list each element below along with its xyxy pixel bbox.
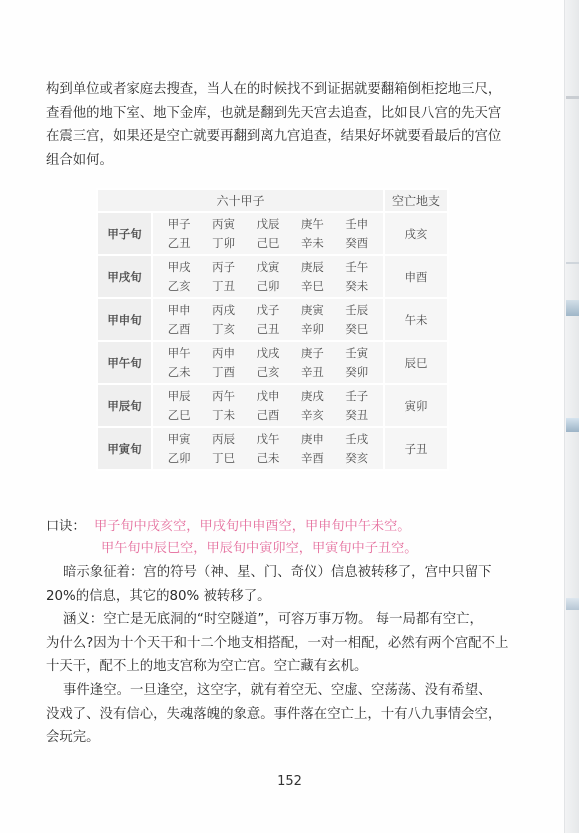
ganzhi-item: 己亥	[256, 364, 280, 379]
ganzhi-item: 癸丑	[345, 407, 369, 422]
ganzhi-item: 丁卯	[212, 235, 235, 250]
body-line: 事件逢空。一旦逢空，这空字，就有着空无、空虚、空荡荡、没有希望、	[46, 683, 492, 698]
ganzhi-cell	[153, 299, 383, 340]
kongwang-cell: 戌亥	[385, 213, 447, 254]
table-header-kongwang: 空亡地支	[385, 190, 447, 211]
ganzhi-item: 壬申	[345, 216, 369, 231]
ganzhi-item: 庚申	[300, 431, 324, 446]
ganzhi-line	[153, 301, 383, 320]
ganzhi-item: 辛未	[300, 235, 324, 250]
xun-cell: 甲辰旬	[98, 385, 151, 426]
ganzhi-item: 乙酉	[167, 321, 191, 336]
ganzhi-item: 癸卯	[345, 364, 369, 379]
xun-cell: 甲申旬	[98, 299, 151, 340]
ganzhi-line	[153, 406, 383, 425]
ganzhi-item: 癸巳	[345, 321, 369, 336]
ganzhi-item: 戊午	[256, 431, 280, 446]
ganzhi-cell	[153, 428, 383, 469]
ganzhi-item: 丙午	[212, 388, 235, 403]
ganzhi-item: 丁丑	[212, 278, 235, 293]
ganzhi-item: 庚戌	[300, 388, 324, 403]
body-line: 为什么?因为十个天干和十二个地支相搭配，一对一相配，必然有两个宫配不上	[46, 635, 509, 651]
ganzhi-item: 乙未	[167, 364, 191, 379]
body-line: 涵义：空亡是无底洞的“时空隧道”，可容万事万物。 每一局都有空亡，	[46, 612, 483, 628]
ganzhi-line	[153, 215, 383, 234]
ganzhi-item: 戊戌	[256, 345, 280, 360]
intro-line: 在震三宫，如果还是空亡就要再翻到离九宫追查，结果好坏就要看最后的宫位	[46, 129, 502, 145]
sixty-jiazi-table	[96, 188, 449, 471]
ganzhi-item: 辛丑	[300, 364, 324, 379]
ganzhi-item: 己巳	[256, 235, 280, 250]
xun-cell: 甲戌旬	[98, 256, 151, 297]
ganzhi-item: 庚寅	[300, 302, 324, 317]
table-row	[98, 428, 447, 469]
ganzhi-item: 丙申	[212, 345, 235, 360]
koujue-line: 甲午旬中辰巳空，甲辰旬中寅卯空，甲寅旬中子丑空。	[101, 541, 418, 556]
ganzhi-line	[153, 277, 383, 296]
ganzhi-item: 甲戌	[167, 259, 191, 274]
ganzhi-item: 庚午	[300, 216, 324, 231]
koujue-label: 口诀：	[46, 519, 86, 534]
ganzhi-item: 乙亥	[167, 278, 191, 293]
ganzhi-cell	[153, 385, 383, 426]
page-number: 152	[277, 774, 302, 789]
ganzhi-item: 甲辰	[167, 388, 191, 403]
page-edge-shadow	[564, 0, 579, 833]
ganzhi-item: 己丑	[256, 321, 280, 336]
ganzhi-item: 己卯	[256, 278, 280, 293]
kongwang-cell: 辰巳	[385, 342, 447, 383]
ganzhi-item: 丙子	[212, 259, 235, 274]
ganzhi-item: 辛卯	[300, 321, 324, 336]
ganzhi-cell	[153, 256, 383, 297]
xun-cell: 甲寅旬	[98, 428, 151, 469]
ganzhi-item: 壬辰	[345, 302, 369, 317]
ganzhi-item: 乙卯	[167, 450, 191, 465]
kongwang-cell: 子丑	[385, 428, 447, 469]
intro-line: 查看他的地下室、地下金库，也就是翻到先天宫去追查，比如艮八宫的先天宫	[46, 105, 502, 121]
ganzhi-item: 己酉	[256, 407, 280, 422]
ganzhi-item: 辛亥	[300, 407, 324, 422]
ganzhi-item: 壬午	[345, 259, 369, 274]
ganzhi-item: 庚辰	[300, 259, 324, 274]
koujue-line: 甲子旬中戌亥空，甲戌旬中申酉空，甲申旬中午未空。	[94, 519, 411, 534]
intro-line: 组合如何。	[46, 152, 113, 168]
table-row	[98, 213, 447, 254]
table-row	[98, 385, 447, 426]
ganzhi-item: 壬子	[345, 388, 369, 403]
ganzhi-line	[153, 430, 383, 449]
ganzhi-item: 丙戌	[212, 302, 235, 317]
ganzhi-item: 丁酉	[212, 364, 235, 379]
ganzhi-item: 甲申	[167, 302, 191, 317]
ganzhi-item: 癸酉	[345, 235, 369, 250]
ganzhi-item: 辛酉	[300, 450, 324, 465]
ganzhi-item: 丁亥	[212, 321, 235, 336]
ganzhi-item: 壬寅	[345, 345, 369, 360]
ganzhi-item: 庚子	[300, 345, 324, 360]
ganzhi-item: 乙巳	[167, 407, 191, 422]
ganzhi-line	[153, 320, 383, 339]
table-row	[98, 299, 447, 340]
ganzhi-item: 癸亥	[345, 450, 369, 465]
body-line: 20%的信息，其它的80% 被转移了。	[46, 588, 271, 604]
ganzhi-item: 辛巳	[300, 278, 324, 293]
ganzhi-item: 甲寅	[167, 431, 191, 446]
ganzhi-item: 丁未	[212, 407, 235, 422]
ganzhi-item: 戊寅	[256, 259, 280, 274]
ganzhi-cell	[153, 213, 383, 254]
ganzhi-item: 壬戌	[345, 431, 369, 446]
body-line: 会玩完。	[46, 730, 100, 746]
body-line: 暗示象征着：宫的符号（神、星、门、奇仪）信息被转移了，宫中只留下	[46, 565, 492, 580]
ganzhi-line	[153, 363, 383, 382]
kongwang-cell: 寅卯	[385, 385, 447, 426]
ganzhi-line	[153, 234, 383, 253]
ganzhi-item: 癸未	[345, 278, 369, 293]
ganzhi-item: 丙寅	[212, 216, 235, 231]
ganzhi-item: 戊辰	[256, 216, 280, 231]
body-line: 十天干，配不上的地支宫称为空亡宫。空亡藏有玄机。	[46, 659, 368, 675]
table-row	[98, 256, 447, 297]
kongwang-cell: 午未	[385, 299, 447, 340]
ganzhi-item: 甲午	[167, 345, 191, 360]
ganzhi-cell	[153, 342, 383, 383]
ganzhi-item: 丙辰	[212, 431, 235, 446]
xun-cell: 甲午旬	[98, 342, 151, 383]
table-row	[98, 342, 447, 383]
ganzhi-line	[153, 258, 383, 277]
ganzhi-item: 戊子	[256, 302, 280, 317]
table-header-main: 六十甲子	[98, 190, 383, 211]
ganzhi-line	[153, 387, 383, 406]
ganzhi-item: 甲子	[167, 216, 191, 231]
ganzhi-item: 乙丑	[167, 235, 191, 250]
kongwang-cell: 申酉	[385, 256, 447, 297]
xun-cell: 甲子旬	[98, 213, 151, 254]
ganzhi-line	[153, 449, 383, 468]
ganzhi-line	[153, 344, 383, 363]
ganzhi-item: 戊申	[256, 388, 280, 403]
ganzhi-item: 己未	[256, 450, 280, 465]
ganzhi-item: 丁巳	[212, 450, 235, 465]
intro-line: 构到单位或者家庭去搜查，当人在的时候找不到证据就要翻箱倒柜挖地三尺，	[46, 82, 502, 97]
body-line: 没戏了、没有信心，失魂落魄的象意。事件落在空亡上，十有八九事情会空，	[46, 706, 502, 722]
